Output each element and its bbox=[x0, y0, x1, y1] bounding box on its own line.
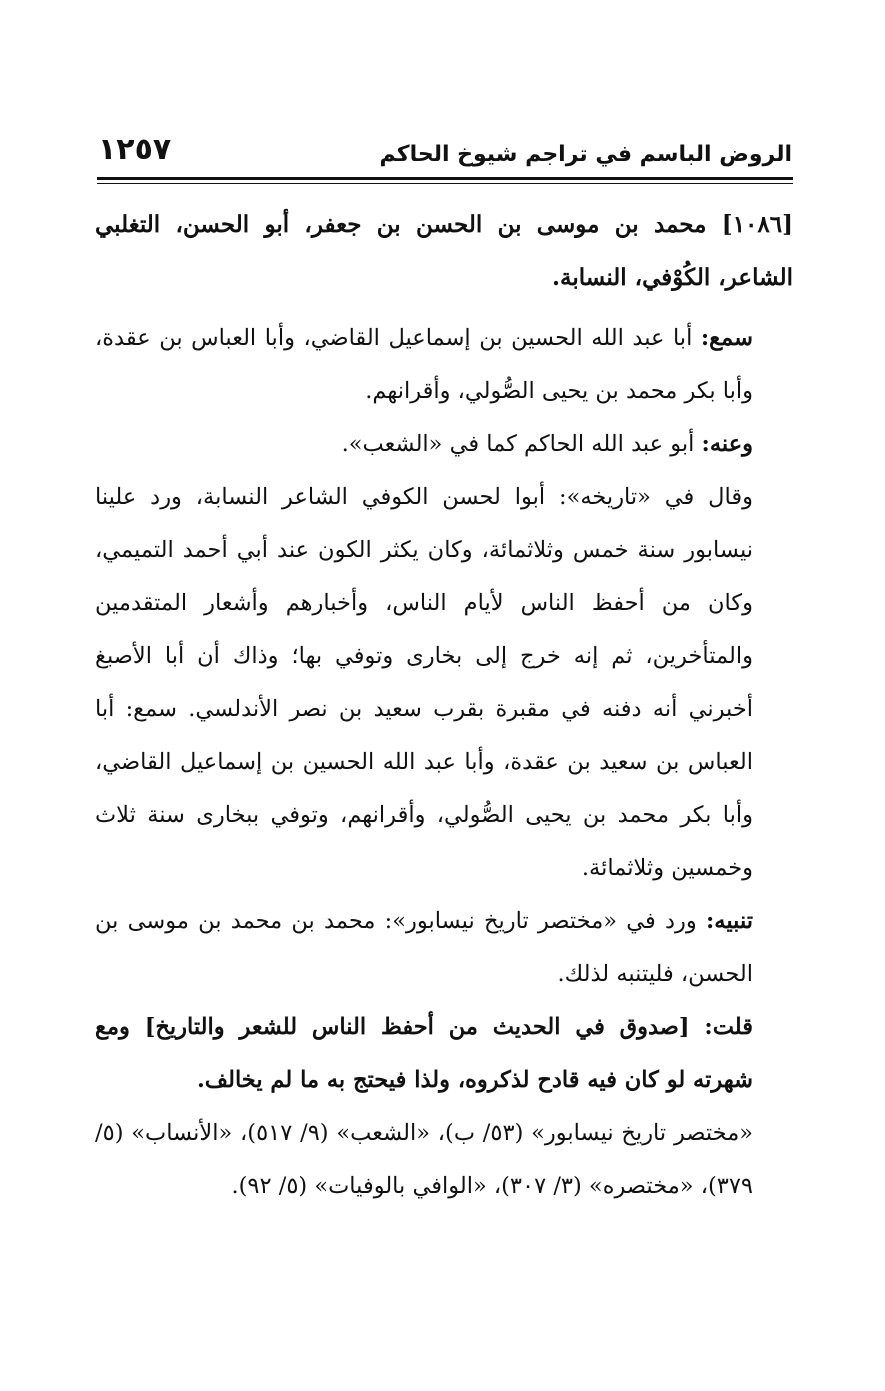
from-him-text: أبو عبد الله الحاكم كما في «الشعب». bbox=[341, 431, 695, 457]
header-title: الروض الباسم في تراجم شيوخ الحاكم bbox=[379, 142, 792, 167]
header-rule-thick bbox=[97, 177, 793, 180]
from-him-label: وعنه: bbox=[701, 431, 753, 457]
verdict-text: [صدوق في الحديث من أحفظ الناس للشعر والتاريخ] ومع شهرته لو كان فيه قادح لذكروه، ولذا فيحتج به ما لم يخالف. bbox=[95, 1014, 753, 1093]
note-paragraph bbox=[95, 895, 793, 1001]
note-text: ورد في «مختصر تاريخ نيسابور»: محمد بن محمد بن موسى بن الحسن، فليتنبه لذلك. bbox=[95, 908, 753, 987]
narrators-paragraph bbox=[95, 418, 793, 471]
note-label: تنبيه: bbox=[706, 908, 753, 934]
header-rule-thin bbox=[97, 183, 793, 184]
entry-body bbox=[95, 198, 793, 1213]
entry-heading bbox=[95, 198, 793, 304]
heard-text: أبا عبد الله الحسين بن إسماعيل القاضي، وأبا العباس بن عقدة، وأبا بكر محمد بن يحيى الصُّولي، وأقرانهم. bbox=[95, 325, 753, 404]
heard-from-paragraph bbox=[95, 312, 793, 418]
running-header bbox=[98, 130, 792, 176]
page-number: ١٢٥٧ bbox=[98, 132, 172, 167]
verdict-paragraph bbox=[95, 1001, 793, 1107]
heard-label: سمع: bbox=[700, 325, 754, 351]
verdict-label: قلت: bbox=[704, 1014, 753, 1040]
entry-number: [١٠٨٦] bbox=[721, 211, 793, 238]
entry-title: محمد بن موسى بن الحسن بن جعفر، أبو الحسن، التغلبي الشاعر، الكُوْفي، النسابة. bbox=[95, 211, 793, 291]
sources-paragraph: «مختصر تاريخ نيسابور» (٥٣/ ب)، «الشعب» (٩/ ٥١٧)، «الأنساب» (٥/ ٣٧٩)، «مختصره» (٣/ ٣٠٧)، «الوافي بالوفيات» (٥/ ٩٢). bbox=[95, 1120, 754, 1199]
history-paragraph: وقال في «تاريخه»: أبوا لحسن الكوفي الشاعر النسابة، ورد علينا نيسابور سنة خمس وثلاثمائة، وكان يكثر الكون عند أبي أحمد التميمي، وكان من أحفظ الناس لأيام الناس، وأخبارهم وأشعار المتقدمين والمتأخرين، ثم إنه خرج إلى بخارى وتوفي بها؛ وذاك أن أبا الأصبغ أخبرني أنه دفنه في مقبرة بقرب سعيد بن نصر الأندلسي. سمع: أبا العباس بن سعيد بن عقدة، وأبا عبد الله الحسين بن إسماعيل القاضي، وأبا بكر محمد بن يحيى الصُّولي، وأقرانهم، وتوفي ببخارى سنة ثلاث وخمسين وثلاثمائة. bbox=[95, 484, 753, 881]
